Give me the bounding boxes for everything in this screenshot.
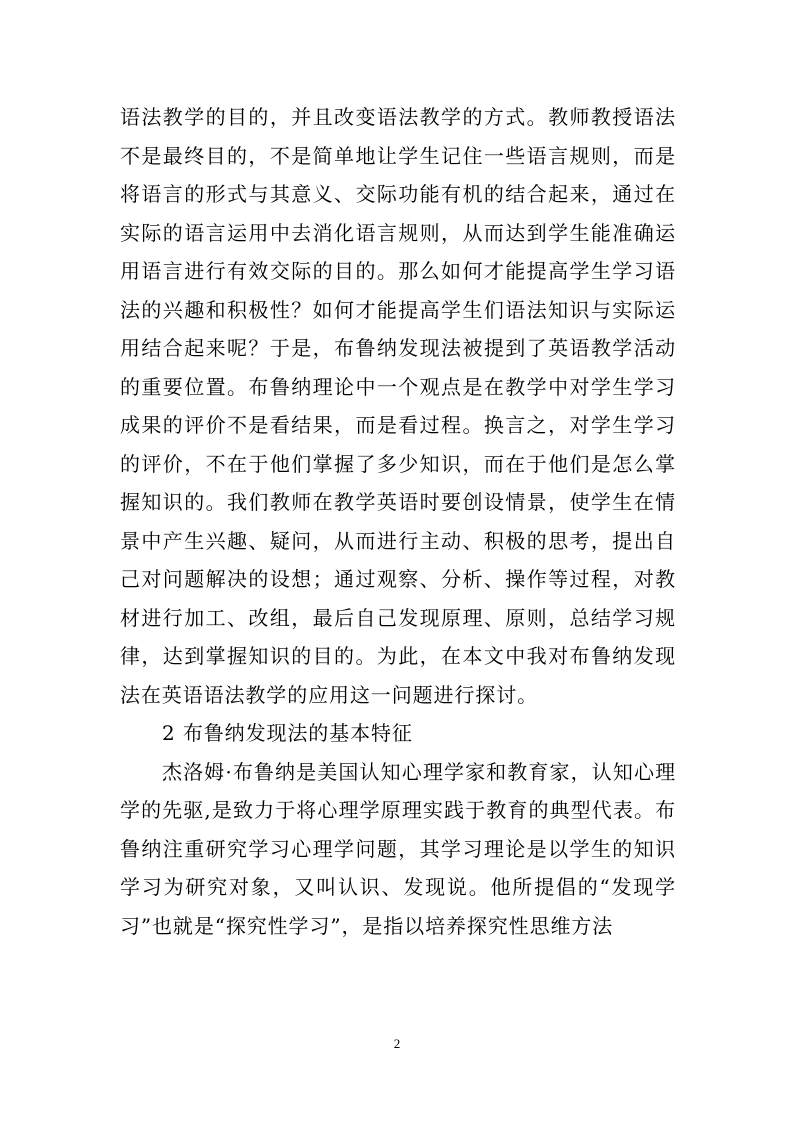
body-text: [120, 98, 676, 945]
page-number: 2: [393, 1036, 401, 1051]
section-heading: 2 布鲁纳发现法的基本特征: [162, 721, 413, 745]
paragraph-continuation: 语法教学的目的，并且改变语法教学的方式。教师教授语法不是最终目的，不是简单地让学生记住一些语言规则，而是将语言的形式与其意义、交际功能有机的结合起来，通过在实际的语言运用中去消化语言规则，从而达到学生能准确运用语言进行有效交际的目的。那么如何才能提高学生学习语法的兴趣和积极性？如何才能提高学生们语法知识与实际运用结合起来呢？于是，布鲁纳发现法被提到了英语教学活动的重要位置。布鲁纳理论中一个观点是在教学中对学生学习成果的评价不是看结果，而是看过程。换言之，对学生学习的评价，不在于他们掌握了多少知识，而在于他们是怎么掌握知识的。我们教师在教学英语时要创设情景，使学生在情景中产生兴趣、疑问，从而进行主动、积极的思考，提出自己对问题解决的设想；通过观察、分析、操作等过程，对教材进行加工、改组，最后自己发现原理、原则，总结学习规律，达到掌握知识的目的。为此，在本文中我对布鲁纳发现法在英语语法教学的应用这一问题进行探讨。: [120, 105, 676, 707]
paragraph-bruner-intro: 杰洛姆·布鲁纳是美国认知心理学家和教育家，认知心理学的先驱,是致力于将心理学原理实践于教育的典型代表。布鲁纳注重研究学习心理学问题，其学习理论是以学生的知识学习为研究对象，又叫认识、发现说。他所提倡的“发现学习”也就是“探究性学习”，是指以培养探究性思维方法: [120, 759, 676, 938]
